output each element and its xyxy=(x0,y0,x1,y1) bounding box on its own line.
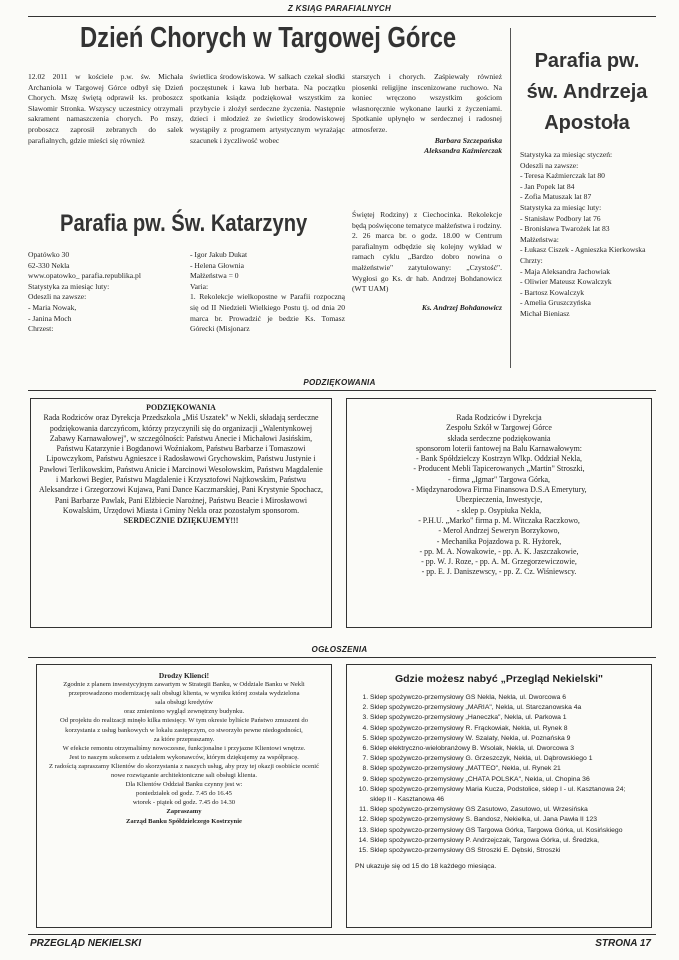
author-signature: Aleksandra Kaźmierczak xyxy=(424,146,502,156)
footer-rule xyxy=(28,934,656,935)
list-item: 9. Sklep spożywczo-przemysłowy „CHATA POLSKA", Nekla, ul. Chopina 36 xyxy=(370,775,643,785)
list-item: 13. Sklep spożywczo-przemysłowy GS Targowa Górka, Targowa Górka, ul. Kosińskiego xyxy=(370,826,643,836)
article-title-katarzyna: Parafia pw. Św. Katarzyny xyxy=(60,210,308,237)
article-title-andrzej xyxy=(516,46,658,139)
section-rule xyxy=(28,657,656,658)
column-text: starszych i chorych. Zaśpiewały również piosenki religijne inscenizowane ruchowo. Na koniec wręczono wszystkim gościom własnoręcznie wykonane laurki z życzeniami. Spotkanie upłynęło w serdecznej i radosnej atmosferze. xyxy=(352,72,502,134)
thanks-heading: PODZIĘKOWANIA xyxy=(146,403,216,412)
section-header-thanks: PODZIĘKOWANIA xyxy=(303,378,376,387)
bank-notice-invite: Zapraszamy xyxy=(166,808,202,816)
shops-title: Gdzie możesz nabyć „Przegląd Nekielski" xyxy=(394,673,604,685)
shops-list xyxy=(355,693,643,872)
shops-box xyxy=(346,664,652,928)
list-item: 6. Sklep elektryczno-wielobranżowy B. Wsolak, Nekla, ul. Dworcowa 3 xyxy=(370,744,643,754)
list-item: 4. Sklep spożywczo-przemysłowy R. Frąckowiak, Nekla, ul. Rynek 8 xyxy=(370,724,643,734)
list-item: 8. Sklep spożywczo-przemysłowy „MATTEO", Nekla, ul. Rynek 21 xyxy=(370,764,643,774)
bank-notice-body: Zgodnie z planem inwestycyjnym zawartym w Strategii Banku, w Oddziale Banku w Nekli przeprowadzono modernizację sali obsługi klienta, w wyniku której została wydzielona sala obsługi kredytów oraz zmieniono wygląd zewnętrzny budynku. Od projektu do realizacji minęło kilka miesięcy. W tym okresie byliście Państwo zmuszeni do korzystania z usług bankowych w lokalu zastępczym, co stworzyło pewne niedogodności, za które przepraszamy. W efekcie remontu otrzymaliśmy nowoczesne, funkcjonalne i przyjazne Klientowi wnętrze. Jest to naszym sukcesem z udziałem wykonawców, którym dziękujemy za współpracę. Z radością zapraszamy Klientów do skorzystania z naszych usług, aby przy tej okazji osobiście ocenić nowe rozwiązanie architektoniczne sali obsługi klienta. Dla Klientów Oddział Banku czynny jest w: poniedziałek od godz. 7.45 do 16.45 wtorek - piątek od godz. 7.45 do 14.30 xyxy=(48,681,320,807)
thanks-box-left xyxy=(30,398,332,628)
section-rule xyxy=(28,16,656,17)
author-signature: Ks. Andrzej Bohdanowicz xyxy=(421,302,502,312)
list-item: 5. Sklep spożywczo-przemysłowy W. Szalaty, Nekla, ul. Poznańska 9 xyxy=(370,734,643,744)
author-signature: Barbara Szczepańska xyxy=(434,135,502,145)
list-item: 3. Sklep spożywczo-przemysłowy „Haneczka", Nekla, ul. Parkowa 1 xyxy=(370,713,643,723)
column-text: - Igor Jakub Dukat - Helena Głownia Małżeństwa = 0 Varia: 1. Rekolekcje wielkopostne w Parafii rozpoczną się od II Niedzieli Wielkiego Postu tj. od dnia 20 marca br. Prowadzić je bedzie Ks. Tomasz Górecki (Misjonarz xyxy=(190,250,345,334)
footer-publication-name: PRZEGLĄD NEKIELSKI xyxy=(30,938,142,949)
list-item: 7. Sklep spożywczo-przemysłowy G. Grzeszczyk, Nekla, ul. Dąbrowskiego 1 xyxy=(370,754,643,764)
section-header-chronicle: Z KSIĄG PARAFIALNYCH xyxy=(287,4,392,13)
column-text: Świętej Rodziny) z Ciechocinka. Rekolekcje będą poświęcone tematyce małżeństwa i rodziny. 2. 26 marca br. o godz. 18.00 w Centrum parafialnym odbędzie się kolejny wykład w ramach cyklu „Bardzo dobro nowina o małżeństwie" zatytułowany: „Czystość". Wygłosi go Ks. dr hab. Andrzej Bohdanowicz (WT UAM) xyxy=(352,210,502,294)
list-item: 12. Sklep spożywczo-przemysłowy S. Bandosz, Nekielka, ul. Jana Pawła II 123 xyxy=(370,815,643,825)
bank-notice-signature: Zarząd Banku Spółdzielczego Kostrzynie xyxy=(126,817,242,825)
bank-notice-heading: Drodzy Klienci! xyxy=(158,671,210,680)
list-item: 14. Sklep spożywczo-przemysłowy P. Andrzejczak, Targowa Górka, ul. Średzka, xyxy=(370,836,643,846)
thanks-box-right xyxy=(346,398,652,628)
section-rule xyxy=(28,390,656,391)
katarzyna-column-3 xyxy=(352,210,502,313)
title-line: Parafia pw. xyxy=(534,50,640,72)
column-divider xyxy=(510,28,511,368)
column-text: 12.02 2011 w kościele p.w. św. Michała Archanioła w Targowej Górce odbył się Dzień Chorych. Mszę świętą odprawił ks. proboszcz Sławomir Stronka. Wszyscy uczestnicy otrzymali sakrament namaszczenia chorych. Po mszy, proboszcz zaprosił zebranych do salek parafialnych, gdzie mieści się również xyxy=(28,72,183,145)
article-column-2 xyxy=(190,72,345,146)
list-item: 2. Sklep spożywczo-przemysłowy „MARIA", Nekla, ul. Starczanowska 4a xyxy=(370,703,643,713)
column-text: Opatówko 30 62-330 Nekla www.opatowko_ parafia.republika.pl Statystyka za miesiąc luty: Odeszli na zawsze: - Maria Nowak, - Janina Moch Chrzest: xyxy=(28,250,141,334)
title-line: Apostoła xyxy=(544,112,630,134)
thanks-closing: SERDECZNIE DZIĘKUJEMY!!! xyxy=(123,516,239,526)
title-line: św. Andrzeja xyxy=(526,81,648,103)
katarzyna-column-1 xyxy=(28,250,183,335)
list-item: 11. Sklep spożywczo-przemysłowy GS Zasutowo, Zasutowo, ul. Wrzesińska xyxy=(370,805,643,815)
list-item: 10. Sklep spożywczo-przemysłowy Maria Kucza, Podstolice, sklep I - ul. Kasztanowa 24; sklep II - Kasztanowa 46 xyxy=(370,785,643,805)
list-item: 1. Sklep spożywczo-przemysłowy GS Nekla, Nekla, ul. Dworcowa 6 xyxy=(370,693,643,703)
list-item: 15. Sklep spożywczo-przemysłowy GS Stroszki E. Dębski, Stroszki xyxy=(370,846,643,856)
article-column-3 xyxy=(352,72,502,157)
article-column-1 xyxy=(28,72,183,146)
andrzej-column xyxy=(520,150,658,320)
bank-notice-box xyxy=(36,664,332,928)
column-text: Statystyka za miesiąc styczeń: Odeszli na zawsze: - Teresa Kaźmierczak lat 80 - Jan Popek lat 84 - Zofia Matuszak lat 87 Statystyka za miesiąc luty: - Stanisław Podbory lat 76 - Bronisława Twarożek lat 83 Małżeństwa: - Łukasz Ciszek - Agnieszka Kierkowska Chrzty: - Maja Aleksandra Jachowiak - Oliwier Mateusz Kowalczyk - Bartosz Kowalczyk - Amelia Gruszczyńska Michał Bieniasz xyxy=(520,150,646,318)
article-title-dzien-chorych: Dzień Chorych w Targowej Górce xyxy=(80,22,457,54)
thanks-body: Rada Rodziców i Dyrekcja Zespołu Szkół w Targowej Górce składa serdeczne podziękowania sponsorom loterii fantowej na Balu Karnawałowym: - Bank Spółdzielczy Kostrzyn Wlkp. Oddział Nekla, - Producent Mebli Tapicerowanych „Martin" Stroszki, - firma „Igmar" Targowa Górka, - Międzynarodowa Firma Finansowa D.S.A Emerytury, Ubezpieczenia, Inwestycje, - sklep p. Osypiuka Nekla, - P.H.U. „Marko" firma p. M. Witczaka Raczkowo, - Merol Andrzej Seweryn Borzykowo, - Mechanika Pojazdowa p. R. Hyżorek, - pp. M. A. Nowakowie, - pp. A. K. Jaszczakowie, - pp. W. J. Roze, - pp. A. M. Grzegorzewiczowie, - pp. E. J. Daniszewscy, - pp. Z. Cz. Wiśniewscy. xyxy=(411,413,587,577)
shops-note: PN ukazuje się od 15 do 18 każdego miesiąca. xyxy=(355,863,497,871)
section-header-ads: OGŁOSZENIA xyxy=(311,645,368,654)
thanks-body: Rada Rodziców oraz Dyrekcja Przedszkola „Miś Uszatek" w Nekli, składają serdeczne podziękowania darczyńcom, którzy przyczynili się do organizacji „Walentynkowej Zabawy Karnawałowej", w szczególności: Państwu Anecie i Michałowi Jasińskim, Państwu Katarzynie i Bogdanowi Woźniakom, Państwu Barbarze i Tomaszowi Lipowczykom, Państwu Agnieszce i Radosławowi Grychowskim, Państwu Justynie i Pawłowi Terlikowskim, Państwu Anicie i Marcinowi Wesołowskim, Państwu Magdalenie i Markowi Begier, Państwu Magdalenie i Krzysztofowi Najtkowskim, Państwu Aleksandrze i Grzegorzowi Kujawa, Pani Dance Kaczmarskiej, Pani Krystynie Spochacz, Pani Barbarze Pawlak, Pani Elżbiecie Narożnej, Państwu Beacie i Mirosławowi Kowalskim, Urzędowi Miasta i Gminy Nekla oraz pozostałym sponsorom. xyxy=(39,413,323,515)
katarzyna-column-2 xyxy=(190,250,345,335)
column-text: świetlica środowiskowa. W salkach czekał słodki poczęstunek i kawa lub herbata. Na początku spotkania ksiądz podziękował wszystkim za przybycie i złożył serdeczne życzenia. Następnie dzieci i młodzież ze świetlicy środowiskowej wystąpiły z programem artystycznym wyrażając szacunek i życzliwość wobec xyxy=(190,72,345,145)
footer-page-number: STRONA 17 xyxy=(595,938,651,949)
